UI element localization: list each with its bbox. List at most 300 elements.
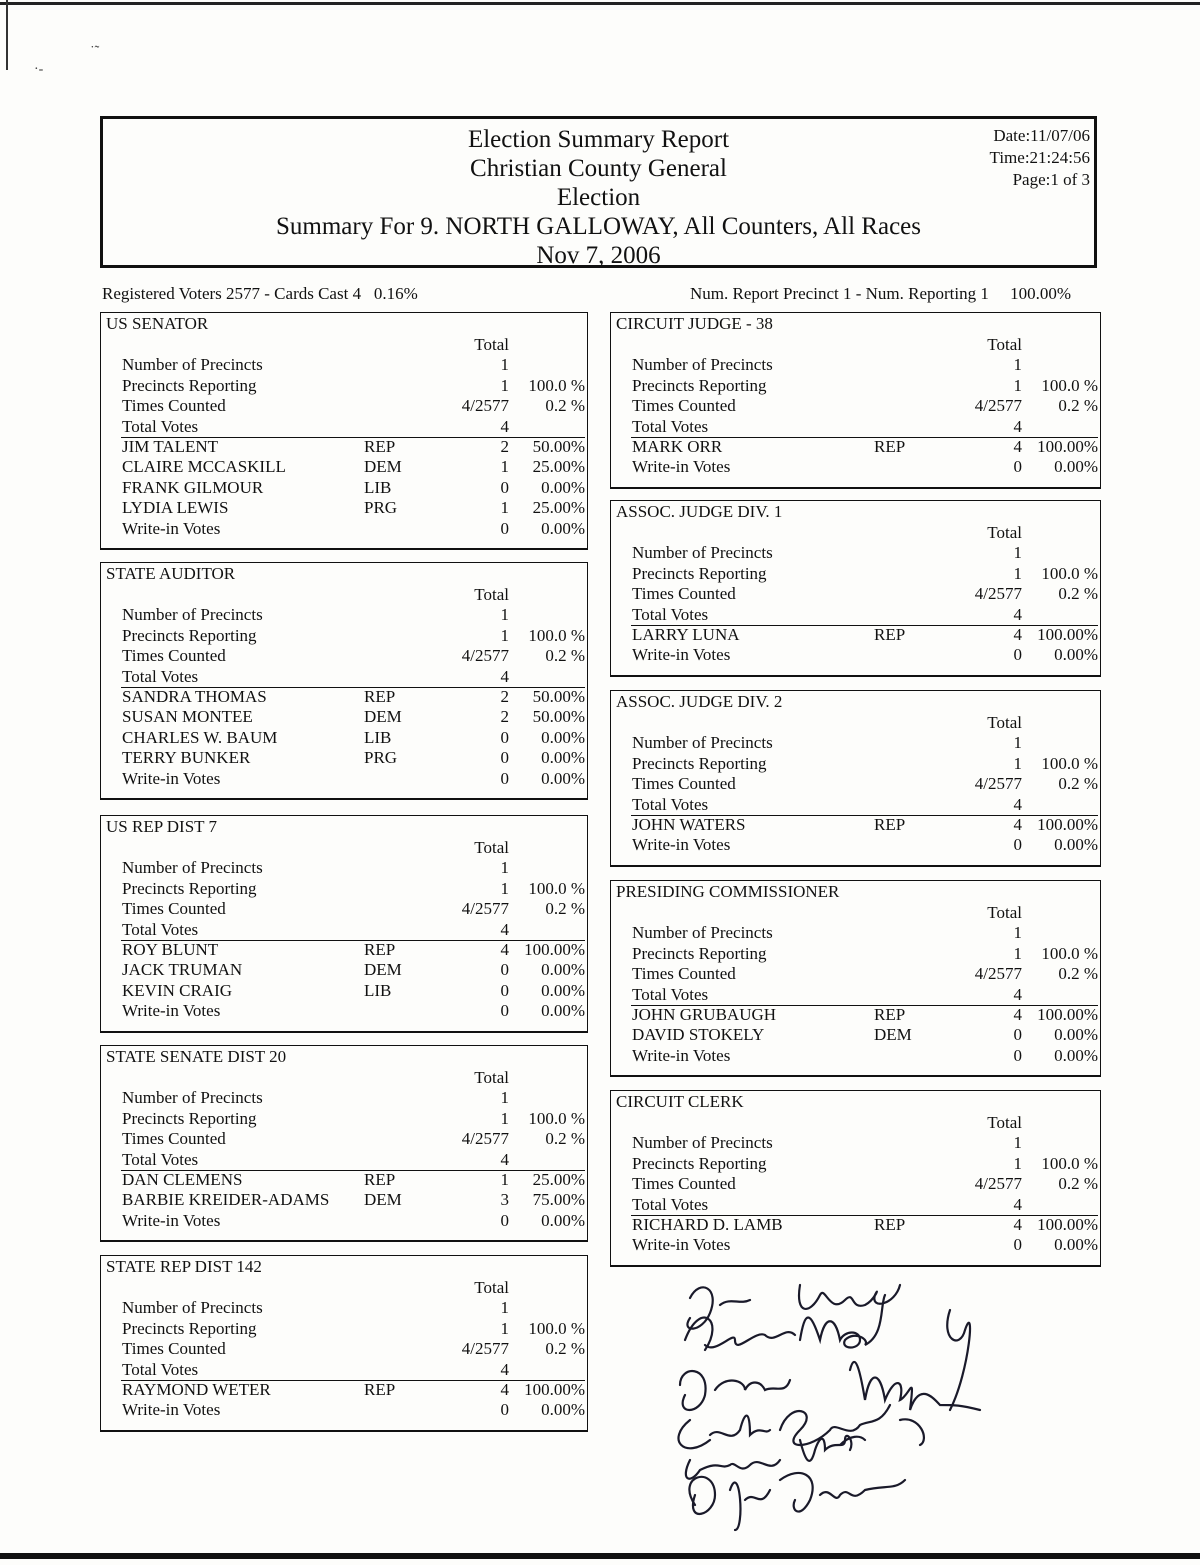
stat-value: 1 <box>1013 1133 1022 1153</box>
candidate-party: REP <box>874 437 906 456</box>
total-column-header-row <box>611 523 1100 544</box>
total-column-header-row <box>611 1113 1100 1134</box>
candidate-row <box>611 1215 1100 1236</box>
stat-row <box>101 920 587 941</box>
candidate-percent: 0.00% <box>541 768 585 788</box>
stat-percent: 0.2 % <box>545 396 585 416</box>
stat-row <box>611 396 1100 417</box>
stat-value: 1 <box>1013 563 1022 583</box>
race-title: ASSOC. JUDGE DIV. 2 <box>616 692 783 711</box>
race-title: STATE REP DIST 142 <box>106 1257 262 1276</box>
stat-label: Precincts Reporting <box>632 375 767 395</box>
stat-value: 4 <box>1013 794 1022 814</box>
stat-percent: 100.0 % <box>528 878 585 898</box>
candidate-row <box>101 1001 587 1022</box>
stat-percent: 100.0 % <box>1041 753 1098 773</box>
stat-value: 4/2577 <box>461 1129 509 1149</box>
stat-label: Precincts Reporting <box>122 1108 257 1128</box>
race-title: ASSOC. JUDGE DIV. 1 <box>616 502 783 521</box>
stat-value: 1 <box>1013 375 1022 395</box>
candidate-percent: 0.00% <box>541 748 585 768</box>
candidate-votes: 0 <box>500 980 509 1000</box>
candidate-name: Write-in Votes <box>122 518 221 538</box>
candidate-row <box>611 625 1100 646</box>
stat-value: 4/2577 <box>461 899 509 919</box>
stat-label: Times Counted <box>632 584 736 604</box>
stat-label: Number of Precincts <box>632 1133 773 1153</box>
signature-stroke <box>686 1436 865 1479</box>
stat-value: 4 <box>500 919 509 939</box>
candidate-name: Write-in Votes <box>632 457 731 477</box>
stat-row <box>101 1109 587 1130</box>
candidate-percent: 0.00% <box>541 727 585 747</box>
candidate-row <box>611 1005 1100 1026</box>
candidate-name: Write-in Votes <box>122 768 221 788</box>
candidate-name: JOHN GRUBAUGH <box>632 1005 777 1024</box>
candidate-votes: 0 <box>500 727 509 747</box>
candidate-name: Write-in Votes <box>632 645 731 665</box>
candidate-party: REP <box>364 1380 396 1399</box>
stat-value: 1 <box>1013 733 1022 753</box>
stat-label: Times Counted <box>122 396 226 416</box>
candidate-party: PRG <box>364 748 398 768</box>
candidate-votes: 0 <box>1013 835 1022 855</box>
candidate-row <box>101 687 587 708</box>
stat-value: 4/2577 <box>974 1174 1022 1194</box>
stat-label: Times Counted <box>632 774 736 794</box>
race-title: CIRCUIT CLERK <box>616 1092 744 1111</box>
total-column-header-row <box>101 335 587 356</box>
stat-percent: 100.0 % <box>528 1108 585 1128</box>
stat-label: Number of Precincts <box>122 858 263 878</box>
race-title: PRESIDING COMMISSIONER <box>616 882 840 901</box>
total-column-header: Total <box>474 585 509 604</box>
stat-label: Total Votes <box>632 984 709 1004</box>
scan-top-edge <box>0 2 1200 5</box>
stat-percent: 0.2 % <box>545 1339 585 1359</box>
signature-stroke <box>685 1295 970 1410</box>
candidate-percent: 50.00% <box>532 437 585 456</box>
race-box <box>100 815 588 1033</box>
stat-row <box>101 1339 587 1360</box>
stat-row <box>611 376 1100 397</box>
candidate-party: REP <box>874 1005 906 1024</box>
registered-voters-summary: Registered Voters 2577 - Cards Cast 4 0.16% <box>102 284 418 303</box>
candidate-name: LARRY LUNA <box>632 625 740 644</box>
stat-value: 1 <box>1013 923 1022 943</box>
candidate-percent: 0.00% <box>541 518 585 538</box>
stat-label: Number of Precincts <box>122 355 263 375</box>
total-column-header-row <box>101 585 587 606</box>
candidate-party: LIB <box>364 980 392 1000</box>
candidate-name: BARBIE KREIDER-ADAMS <box>122 1190 330 1210</box>
candidate-row <box>101 769 587 790</box>
candidate-party: DEM <box>874 1025 912 1045</box>
stat-percent: 100.0 % <box>528 625 585 645</box>
stat-label: Times Counted <box>632 1174 736 1194</box>
stat-label: Total Votes <box>632 794 709 814</box>
candidate-percent: 0.00% <box>541 1001 585 1021</box>
candidate-percent: 100.00% <box>1037 815 1098 834</box>
stat-value: 4 <box>1013 416 1022 436</box>
stat-row <box>611 564 1100 585</box>
stat-value: 4/2577 <box>974 964 1022 984</box>
stat-row <box>101 355 587 376</box>
stat-row <box>101 396 587 417</box>
stat-value: 1 <box>500 625 509 645</box>
stat-row <box>611 584 1100 605</box>
stat-value: 4 <box>1013 984 1022 1004</box>
candidate-name: DAN CLEMENS <box>122 1170 243 1189</box>
race-box <box>610 1090 1101 1267</box>
stat-label: Precincts Reporting <box>122 1318 257 1338</box>
stat-label: Precincts Reporting <box>632 943 767 963</box>
candidate-name: SUSAN MONTEE <box>122 707 253 727</box>
stat-value: 1 <box>500 878 509 898</box>
race-box <box>100 312 588 550</box>
candidate-name: MARK ORR <box>632 437 723 456</box>
stat-percent: 0.2 % <box>1058 584 1098 604</box>
candidate-percent: 0.00% <box>1054 1045 1098 1065</box>
stat-row <box>101 1129 587 1150</box>
report-date: Date:11/07/06 <box>993 126 1090 145</box>
signature-stroke <box>689 1473 905 1530</box>
candidate-votes: 4 <box>1013 1005 1022 1024</box>
stat-row <box>101 1319 587 1340</box>
candidate-party: REP <box>874 815 906 834</box>
stat-label: Number of Precincts <box>122 1088 263 1108</box>
stat-label: Total Votes <box>632 416 709 436</box>
race-box <box>100 1045 588 1242</box>
total-column-header: Total <box>474 1068 509 1087</box>
stat-label: Times Counted <box>122 646 226 666</box>
candidate-party: REP <box>874 1215 906 1234</box>
total-column-header: Total <box>474 335 509 354</box>
stat-value: 1 <box>500 355 509 375</box>
race-title: US SENATOR <box>106 314 209 333</box>
stat-row <box>611 733 1100 754</box>
stat-row <box>611 985 1100 1006</box>
candidate-votes: 3 <box>500 1190 509 1210</box>
candidate-percent: 0.00% <box>541 477 585 497</box>
candidate-name: Write-in Votes <box>632 1235 731 1255</box>
candidate-name: JOHN WATERS <box>632 815 746 834</box>
candidate-party: DEM <box>364 707 402 727</box>
stat-row <box>101 605 587 626</box>
candidate-percent: 75.00% <box>532 1190 585 1210</box>
handwritten-signatures-icon <box>650 1270 1070 1540</box>
stat-row <box>101 626 587 647</box>
candidate-votes: 0 <box>1013 1045 1022 1065</box>
stat-label: Times Counted <box>632 396 736 416</box>
stat-value: 4/2577 <box>974 584 1022 604</box>
report-time: Time:21:24:56 <box>989 148 1090 167</box>
stat-value: 4/2577 <box>974 774 1022 794</box>
race-box <box>610 880 1101 1077</box>
candidate-party: REP <box>364 437 396 456</box>
candidate-name: JIM TALENT <box>122 437 219 456</box>
candidate-percent: 25.00% <box>532 1170 585 1189</box>
total-column-header-row <box>101 1278 587 1299</box>
candidate-votes: 4 <box>500 940 509 959</box>
stat-label: Number of Precincts <box>122 605 263 625</box>
title-line: Election <box>556 184 641 211</box>
candidate-row <box>611 1046 1100 1067</box>
stat-label: Number of Precincts <box>632 355 773 375</box>
total-column-header: Total <box>987 1113 1022 1132</box>
candidate-votes: 4 <box>1013 815 1022 834</box>
stat-value: 1 <box>500 858 509 878</box>
stat-row <box>611 1154 1100 1175</box>
stat-value: 1 <box>1013 943 1022 963</box>
candidate-row <box>101 940 587 961</box>
stat-value: 1 <box>1013 1153 1022 1173</box>
candidate-name: Write-in Votes <box>122 1001 221 1021</box>
race-box <box>610 500 1101 677</box>
total-column-header: Total <box>474 838 509 857</box>
stat-label: Number of Precincts <box>122 1298 263 1318</box>
stat-value: 4 <box>500 1149 509 1169</box>
report-header <box>100 116 1097 268</box>
total-column-header: Total <box>987 523 1022 542</box>
stat-percent: 0.2 % <box>1058 964 1098 984</box>
race-title: STATE SENATE DIST 20 <box>106 1047 287 1066</box>
stat-label: Precincts Reporting <box>632 753 767 773</box>
candidate-row <box>101 1400 587 1421</box>
candidate-percent: 0.00% <box>541 960 585 980</box>
candidate-percent: 25.00% <box>532 457 585 477</box>
candidate-percent: 0.00% <box>1054 645 1098 665</box>
stat-row <box>101 376 587 397</box>
candidate-votes: 0 <box>1013 645 1022 665</box>
race-title: US REP DIST 7 <box>106 817 217 836</box>
candidate-row <box>101 707 587 728</box>
candidate-party: LIB <box>364 477 392 497</box>
stat-row <box>101 1088 587 1109</box>
candidate-row <box>611 645 1100 666</box>
stat-label: Precincts Reporting <box>122 625 257 645</box>
stat-label: Total Votes <box>122 416 199 436</box>
total-column-header: Total <box>987 903 1022 922</box>
candidate-name: Write-in Votes <box>632 1045 731 1065</box>
candidate-party: LIB <box>364 727 392 747</box>
stat-row <box>611 754 1100 775</box>
candidate-votes: 1 <box>500 498 509 518</box>
stat-row <box>101 858 587 879</box>
stat-row <box>611 417 1100 438</box>
candidate-name: TERRY BUNKER <box>122 748 251 768</box>
candidate-percent: 0.00% <box>541 1400 585 1420</box>
title-line: Election Summary Report <box>467 126 730 153</box>
total-column-header: Total <box>474 1278 509 1297</box>
stat-row <box>101 646 587 667</box>
candidate-percent: 50.00% <box>532 687 585 706</box>
candidate-votes: 0 <box>500 1001 509 1021</box>
candidate-percent: 0.00% <box>541 1210 585 1230</box>
candidate-votes: 0 <box>500 768 509 788</box>
stat-row <box>611 944 1100 965</box>
stat-percent: 0.2 % <box>1058 774 1098 794</box>
stat-value: 1 <box>500 375 509 395</box>
title-line: Summary For 9. NORTH GALLOWAY, All Counters, All Races <box>275 213 922 240</box>
stat-row <box>611 605 1100 626</box>
candidate-percent: 50.00% <box>532 707 585 727</box>
candidate-percent: 100.00% <box>1037 437 1098 456</box>
report-page: Page:1 of 3 <box>1012 170 1090 189</box>
stat-row <box>101 667 587 688</box>
candidate-votes: 1 <box>500 457 509 477</box>
stat-row <box>101 1298 587 1319</box>
candidate-votes: 4 <box>1013 1215 1022 1234</box>
candidate-percent: 0.00% <box>1054 1235 1098 1255</box>
candidate-row <box>101 478 587 499</box>
stat-percent: 0.2 % <box>1058 396 1098 416</box>
stat-percent: 0.2 % <box>545 1129 585 1149</box>
candidate-votes: 0 <box>500 477 509 497</box>
precinct-reporting-summary: Num. Report Precinct 1 - Num. Reporting 1 100.00% <box>690 284 1072 303</box>
candidate-percent: 0.00% <box>1054 457 1098 477</box>
stat-percent: 100.0 % <box>528 375 585 395</box>
candidate-name: CLAIRE MCCASKILL <box>122 457 286 477</box>
stat-percent: 100.0 % <box>1041 943 1098 963</box>
stat-value: 1 <box>500 1318 509 1338</box>
stat-row <box>101 879 587 900</box>
race-title: STATE AUDITOR <box>106 564 236 583</box>
candidate-votes: 0 <box>500 748 509 768</box>
candidate-votes: 1 <box>500 1170 509 1189</box>
candidate-party: DEM <box>364 457 402 477</box>
stat-value: 4/2577 <box>461 1339 509 1359</box>
stat-value: 4 <box>1013 604 1022 624</box>
total-column-header-row <box>611 335 1100 356</box>
stat-label: Total Votes <box>122 919 199 939</box>
title-line: Christian County General <box>470 155 727 182</box>
stat-label: Precincts Reporting <box>122 878 257 898</box>
stat-label: Total Votes <box>632 1194 709 1214</box>
title-line: Nov 7, 2006 <box>536 242 661 269</box>
candidate-row <box>101 748 587 769</box>
stat-label: Precincts Reporting <box>122 375 257 395</box>
stat-row <box>611 543 1100 564</box>
candidate-votes: 2 <box>500 707 509 727</box>
signature-stroke <box>680 1362 980 1410</box>
stat-row <box>611 1195 1100 1216</box>
candidate-party: REP <box>874 625 906 644</box>
candidate-percent: 0.00% <box>1054 835 1098 855</box>
stat-row <box>611 1133 1100 1154</box>
stat-percent: 100.0 % <box>1041 375 1098 395</box>
candidate-votes: 0 <box>1013 457 1022 477</box>
candidate-name: SANDRA THOMAS <box>122 687 267 706</box>
stat-percent: 0.2 % <box>1058 1174 1098 1194</box>
candidate-name: RAYMOND WETER <box>122 1380 271 1399</box>
stat-label: Number of Precincts <box>632 923 773 943</box>
stat-label: Times Counted <box>122 899 226 919</box>
stat-label: Times Counted <box>632 964 736 984</box>
candidate-row <box>611 437 1100 458</box>
signature-stroke <box>687 1285 900 1329</box>
stat-label: Total Votes <box>122 1149 199 1169</box>
candidate-row <box>101 1211 587 1232</box>
total-column-header: Total <box>987 713 1022 732</box>
candidate-votes: 4 <box>1013 437 1022 456</box>
stat-label: Times Counted <box>122 1129 226 1149</box>
candidate-row <box>101 1170 587 1191</box>
stat-label: Number of Precincts <box>632 543 773 563</box>
stat-label: Times Counted <box>122 1339 226 1359</box>
candidate-votes: 2 <box>500 437 509 456</box>
stat-row <box>101 899 587 920</box>
stat-value: 4/2577 <box>461 646 509 666</box>
candidate-percent: 25.00% <box>532 498 585 518</box>
candidate-name: JACK TRUMAN <box>122 960 243 980</box>
report-meta <box>990 125 1090 191</box>
candidate-row <box>611 1025 1100 1046</box>
stat-value: 1 <box>1013 543 1022 563</box>
candidate-row <box>101 519 587 540</box>
stat-label: Total Votes <box>122 1359 199 1379</box>
candidate-votes: 4 <box>500 1380 509 1399</box>
stat-value: 1 <box>500 605 509 625</box>
candidate-percent: 100.00% <box>1037 1215 1098 1234</box>
candidate-name: Write-in Votes <box>122 1210 221 1230</box>
stat-row <box>101 1150 587 1171</box>
candidate-name: LYDIA LEWIS <box>122 498 229 518</box>
stat-label: Number of Precincts <box>632 733 773 753</box>
candidate-votes: 0 <box>500 1210 509 1230</box>
stat-percent: 100.0 % <box>528 1318 585 1338</box>
stat-value: 4 <box>500 666 509 686</box>
candidate-percent: 100.00% <box>1037 1005 1098 1024</box>
candidate-row <box>611 1235 1100 1256</box>
candidate-row <box>101 981 587 1002</box>
stat-value: 1 <box>500 1298 509 1318</box>
candidate-percent: 0.00% <box>1054 1025 1098 1045</box>
candidate-votes: 0 <box>1013 1025 1022 1045</box>
total-column-header-row <box>101 1068 587 1089</box>
candidate-name: CHARLES W. BAUM <box>122 727 278 747</box>
candidate-percent: 100.00% <box>524 940 585 959</box>
stat-row <box>101 1360 587 1381</box>
candidate-votes: 0 <box>500 960 509 980</box>
stat-value: 1 <box>500 1108 509 1128</box>
candidate-party: REP <box>364 1170 396 1189</box>
candidate-votes: 0 <box>500 1400 509 1420</box>
candidate-row <box>611 835 1100 856</box>
candidate-party: REP <box>364 940 396 959</box>
report-title <box>103 125 1094 270</box>
candidate-row <box>101 457 587 478</box>
candidate-name: Write-in Votes <box>632 835 731 855</box>
stat-value: 4 <box>1013 1194 1022 1214</box>
candidate-name: ROY BLUNT <box>122 940 219 959</box>
candidate-percent: 100.00% <box>524 1380 585 1399</box>
candidate-percent: 100.00% <box>1037 625 1098 644</box>
candidate-name: RICHARD D. LAMB <box>632 1215 783 1234</box>
candidate-row <box>611 815 1100 836</box>
stat-row <box>611 964 1100 985</box>
stat-percent: 100.0 % <box>1041 1153 1098 1173</box>
stat-value: 4 <box>500 416 509 436</box>
stat-row <box>611 795 1100 816</box>
candidate-row <box>101 437 587 458</box>
stat-value: 4/2577 <box>974 396 1022 416</box>
candidate-percent: 0.00% <box>541 980 585 1000</box>
candidate-name: FRANK GILMOUR <box>122 477 264 497</box>
stat-value: 4/2577 <box>461 396 509 416</box>
candidate-party: REP <box>364 687 396 706</box>
scan-speck: ·- <box>34 62 44 77</box>
